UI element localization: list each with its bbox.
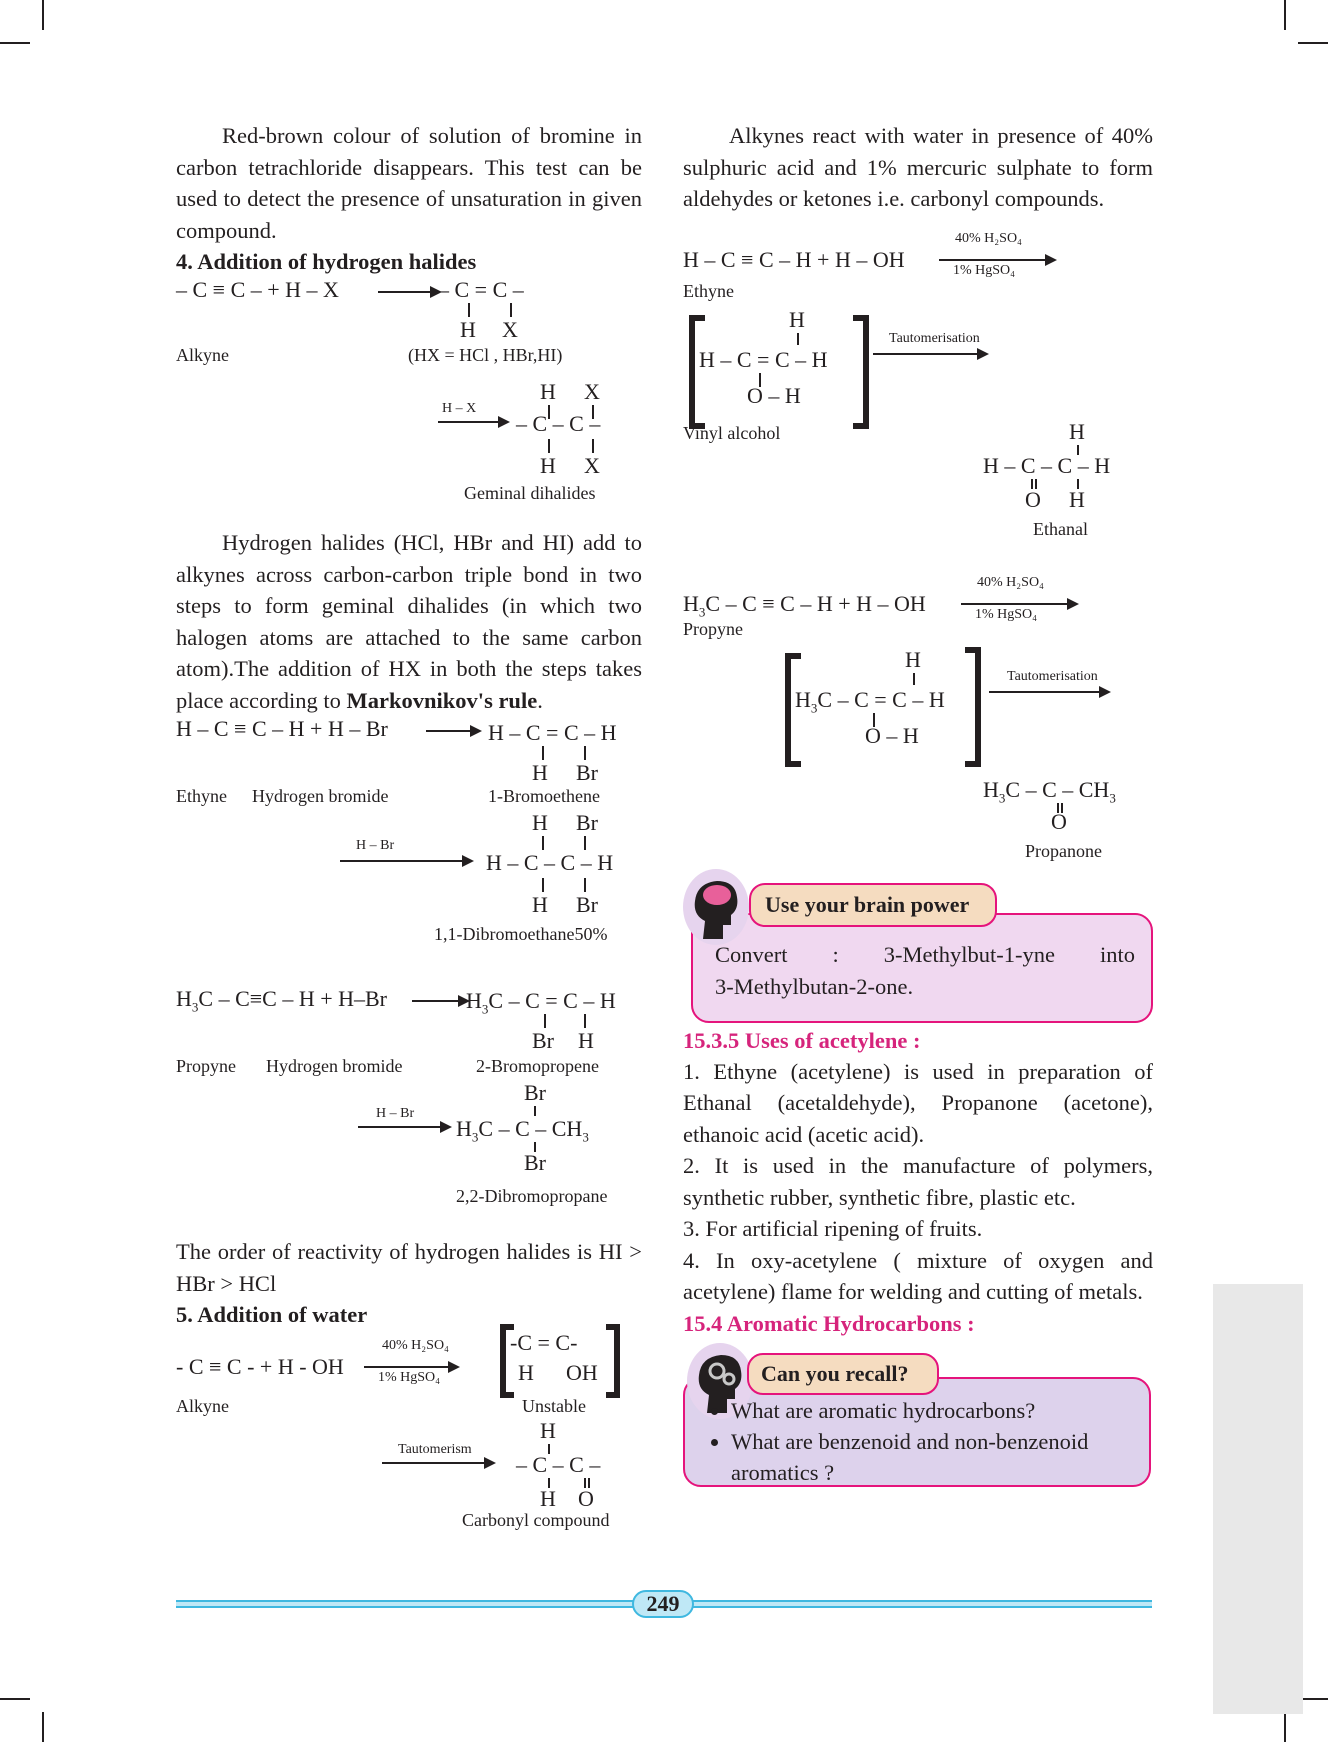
- label: 1,1-Dibromoethane50%: [434, 924, 608, 944]
- atom: H: [460, 317, 476, 342]
- bond: [542, 746, 544, 760]
- bracket: [965, 647, 981, 767]
- label: Unstable: [522, 1396, 586, 1416]
- product: – C = C –: [438, 277, 524, 302]
- section-heading: 5. Addition of water: [176, 1302, 368, 1327]
- label: Ethyne: [683, 280, 734, 301]
- atom: H: [532, 892, 548, 917]
- molecule: $H_3C$ – C – $CH_3$: [983, 776, 1116, 805]
- atom: O: [1051, 808, 1067, 834]
- atom: H: [1069, 486, 1085, 512]
- crop-mark: [1284, 0, 1286, 30]
- label: 1-Bromoethene: [488, 786, 600, 806]
- arrow: [358, 1126, 450, 1128]
- bond: [542, 878, 544, 892]
- atom: H: [540, 1418, 556, 1443]
- propyne-hydration: [683, 574, 1153, 869]
- condition: 1% HgSO₄: [975, 606, 1038, 622]
- label: Vinyl alcohol: [683, 422, 781, 443]
- crop-mark: [1284, 1712, 1286, 1742]
- arrow-label: H – Br: [356, 838, 395, 853]
- arrow-label: Tautomerisation: [889, 330, 980, 346]
- brain-power-box: [683, 869, 1153, 1025]
- list-item: 4. In oxy-acetylene ( mixture of oxygen and acetylene) flame for welding and cutting of metals.: [683, 1247, 1153, 1304]
- molecule: O – H: [865, 722, 919, 748]
- hx-reaction: [176, 277, 642, 527]
- text: 3-Methylbut-1-yne: [883, 941, 1055, 967]
- label: Hydrogen bromide: [266, 1056, 403, 1076]
- bond: [584, 746, 586, 760]
- arrow: [426, 730, 480, 732]
- atom: Br: [524, 1150, 546, 1175]
- atom: Br: [576, 760, 598, 785]
- atom: Br: [532, 1028, 554, 1053]
- side-tab: [1213, 1284, 1303, 1714]
- atom: Br: [576, 810, 598, 835]
- text: into: [1099, 941, 1135, 967]
- paragraph: [176, 527, 642, 716]
- arrow: [340, 860, 472, 862]
- recall-title: Can you recall?: [747, 1353, 939, 1395]
- paragraph: Red-brown colour of solution of bromine in carbon tetrachloride disappears. This test can be used to detect the presence of unsaturation in given compound.: [176, 123, 642, 243]
- label: Propanone: [1025, 840, 1102, 861]
- condition: 40% H₂SO₄: [955, 230, 1022, 246]
- condition: 1% HgSO₄: [953, 262, 1016, 278]
- bond: [592, 439, 594, 453]
- crop-mark: [0, 42, 30, 44]
- atom: H: [540, 1486, 556, 1511]
- paragraph: The order of reactivity of hydrogen halides is HI > HBr > HCl: [176, 1239, 642, 1296]
- reactant: H – C ≡ C – H + H – OH: [683, 246, 905, 272]
- atom: O: [578, 1486, 594, 1511]
- atom: H: [532, 810, 548, 835]
- text: 3-Methylbutan-2-one.: [715, 973, 914, 999]
- text: Convert: [715, 941, 788, 967]
- water-reaction: [176, 1330, 642, 1550]
- paragraph: Alkynes react with water in presence of 40% sulphuric acid and 1% mercuric sulphate to form aldehydes or ketones i.e. carbonyl compounds.: [683, 123, 1153, 211]
- list-item: 3. For artificial ripening of fruits.: [683, 1216, 983, 1241]
- bond: [548, 439, 550, 453]
- molecule: H – C – C – H: [486, 850, 614, 875]
- atom: X: [502, 317, 518, 342]
- arrow: [378, 291, 440, 293]
- molecule: O – H: [747, 382, 801, 408]
- label: Carbonyl compound: [462, 1510, 610, 1530]
- arrow: [438, 421, 508, 423]
- right-column: [683, 120, 1153, 1600]
- atom: O: [1025, 486, 1041, 512]
- crop-mark: [1298, 42, 1328, 44]
- list-item: • What are benzenoid and non-benzenoid aromatics ?: [731, 1426, 1171, 1488]
- term: Markovnikov's rule: [346, 687, 538, 713]
- atom: H: [1069, 418, 1085, 444]
- label: Geminal dihalides: [464, 483, 596, 503]
- left-column: [176, 120, 642, 1590]
- atom: H: [518, 1360, 534, 1385]
- label: Hydrogen bromide: [252, 786, 389, 806]
- section-heading: 15.4 Aromatic Hydrocarbons :: [683, 1310, 975, 1336]
- molecule: -C = C-: [510, 1330, 578, 1355]
- bond: [913, 673, 915, 685]
- arrow: [939, 259, 1055, 261]
- arrow-label: H – X: [442, 401, 477, 416]
- molecule: – C – C –: [516, 1452, 601, 1477]
- arrow: [989, 691, 1109, 693]
- label: 2,2-Dibromopropane: [456, 1186, 608, 1206]
- bracket: [606, 1324, 620, 1398]
- ethyne-hydration: [683, 223, 1153, 583]
- molecule: H – C – C – H: [983, 452, 1111, 478]
- bond: [584, 1014, 586, 1028]
- atom: H: [532, 760, 548, 785]
- brain-power-title: Use your brain power: [749, 883, 997, 927]
- crop-mark: [42, 1712, 44, 1742]
- reactant: $H_3C - C \equiv C - H + H$ – OH: [683, 590, 926, 619]
- arrow: [873, 353, 987, 355]
- text: :: [832, 941, 839, 967]
- condition: 1% HgSO₄: [378, 1370, 441, 1385]
- recall-box: [683, 1339, 1153, 1489]
- bracket: [853, 315, 869, 429]
- label: (HX = HCl , HBr,HI): [408, 345, 563, 365]
- atom: X: [584, 453, 600, 478]
- atom: Br: [576, 892, 598, 917]
- reactant: - C ≡ C - + H - OH: [176, 1354, 344, 1379]
- text: .: [537, 687, 543, 713]
- atom: H: [578, 1028, 594, 1053]
- bond: [797, 333, 799, 345]
- arrow-label: Tautomerisation: [1007, 668, 1098, 684]
- label: Propyne: [176, 1056, 236, 1076]
- molecule: $H_3C$ – C – $CH_3$: [456, 1116, 589, 1145]
- atom: H: [905, 646, 921, 672]
- list-item: • What are aromatic hydrocarbons?: [731, 1395, 1171, 1426]
- product: $H_3C - C = C - H$: [466, 988, 616, 1017]
- molecule: – C – C –: [516, 411, 601, 436]
- reactant: $H_3C - C\equiv C - H + H-Br$: [176, 986, 388, 1015]
- label: Alkyne: [176, 1396, 229, 1416]
- arrow: [382, 1462, 494, 1464]
- arrow: [412, 1000, 468, 1002]
- recall-list: [697, 1395, 1171, 1488]
- reactant: H – C ≡ C – H + H – Br: [176, 716, 388, 741]
- atom: Br: [524, 1080, 546, 1105]
- brain-icon: [683, 869, 749, 945]
- label: Propyne: [683, 618, 743, 639]
- atom: H: [540, 379, 556, 404]
- label: Ethanal: [1033, 518, 1088, 539]
- atom: H: [789, 306, 805, 332]
- section-heading: 4. Addition of hydrogen halides: [176, 249, 477, 274]
- list-item: 1. Ethyne (acetylene) is used in preparation of Ethanal (acetaldehyde), Propanone (acetone), ethanoic acid (acetic acid).: [683, 1058, 1153, 1147]
- molecule: H – C = C – H: [699, 346, 828, 372]
- reactant: – C ≡ C – + H – X: [176, 277, 339, 302]
- arrow-label: Tautomerism: [398, 1442, 472, 1457]
- crop-mark: [0, 1698, 30, 1700]
- page-number: 249: [632, 1590, 694, 1618]
- product: H – C = C – H: [488, 720, 617, 745]
- molecule: $H_3C - C = C - H$: [795, 686, 945, 715]
- list-item: 2. It is used in the manufacture of polymers, synthetic rubber, synthetic fibre, plastic etc.: [683, 1153, 1153, 1210]
- label: 2-Bromopropene: [476, 1056, 599, 1076]
- bond: [510, 303, 512, 317]
- arrow-label: H – Br: [376, 1106, 415, 1121]
- bond: [542, 836, 544, 850]
- condition: 40% H₂SO₄: [977, 574, 1044, 590]
- section-heading: 15.3.5 Uses of acetylene :: [683, 1027, 921, 1053]
- text: Hydrogen halides (HCl, HBr and HI) add to alkynes across carbon-carbon triple bond in two steps to form geminal dihalides (in which two halogen atoms are attached to the same carbon atom).The addition of HX in both the steps takes place according to: [176, 530, 642, 713]
- condition: 40% H₂SO₄: [382, 1338, 449, 1353]
- bond: [544, 1014, 546, 1028]
- bond: [468, 303, 470, 317]
- brain-power-text: [715, 939, 1135, 1003]
- crop-mark: [42, 0, 44, 30]
- hbr-reaction: [176, 716, 642, 1236]
- label: Ethyne: [176, 786, 227, 806]
- footer: [176, 1590, 1152, 1618]
- atom: H: [540, 453, 556, 478]
- atom: X: [584, 379, 600, 404]
- atom: OH: [566, 1360, 598, 1385]
- arrow: [364, 1366, 458, 1368]
- label: Alkyne: [176, 345, 229, 365]
- bond: [584, 878, 586, 892]
- arrow: [961, 603, 1077, 605]
- bond: [584, 836, 586, 850]
- bond: [534, 1106, 536, 1116]
